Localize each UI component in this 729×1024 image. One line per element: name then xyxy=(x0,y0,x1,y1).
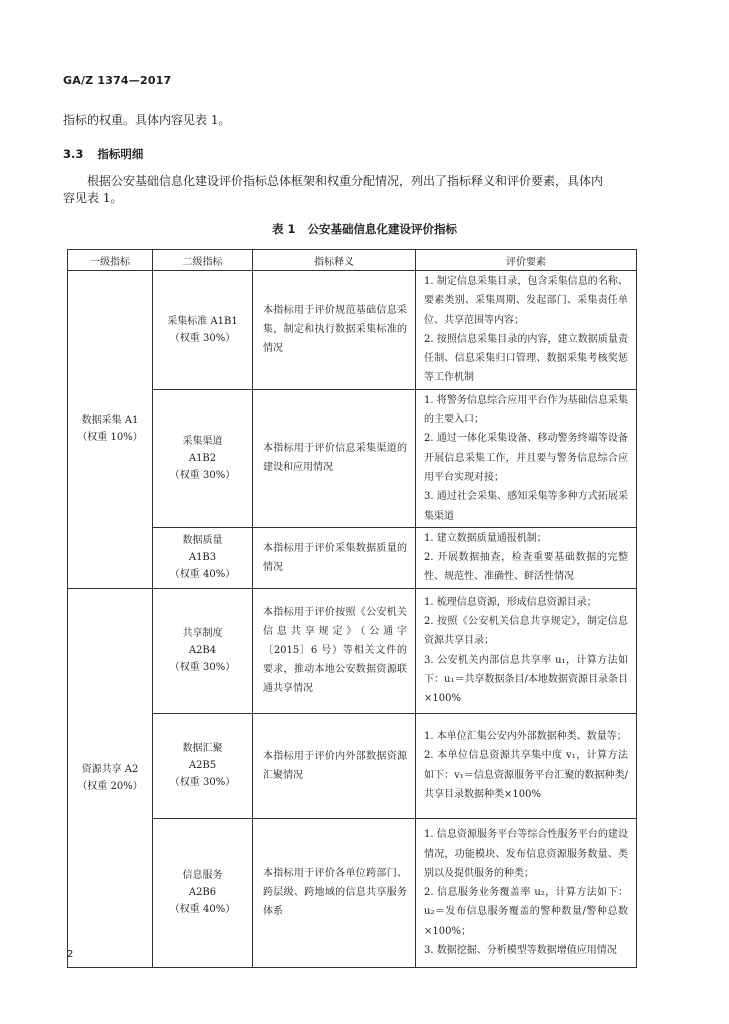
table-caption xyxy=(0,221,729,237)
requirement-item: 1. 将警务信息综合应用平台作为基础信息采集的主要入口； xyxy=(424,394,628,426)
level2-code: A2B4 xyxy=(188,645,217,657)
requirement-item: 1. 信息资源服务平台等综合性服务平台的建设情况，功能模块、发布信息资源服务数量、类别以及提供服务的种类； xyxy=(424,829,628,879)
level2-weight: （权重 30%） xyxy=(169,469,236,481)
table-row xyxy=(68,818,637,967)
continued-text: 指标的权重。具体内容见表 1。 xyxy=(63,113,231,127)
level1-weight: （权重 10%） xyxy=(77,432,143,444)
section-number: 3.3 xyxy=(63,147,84,161)
table-header-row xyxy=(68,250,637,271)
requirements-cell xyxy=(416,271,637,390)
table-row xyxy=(68,713,637,818)
level2-code: A2B5 xyxy=(188,760,217,772)
level2-name: 数据质量 xyxy=(182,535,223,547)
level2-cell xyxy=(153,271,253,390)
requirement-item: 1. 建立数据质量通报机制； xyxy=(424,532,547,544)
definition-cell: 本指标用于评价按照《公安机关信息共享规定》（公通字〔2015〕6 号）等相关文件的要求，推动本地公安数据资源联通共享情况 xyxy=(253,588,416,713)
requirement-item: 2. 信息服务业务覆盖率 u₂，计算方法如下：u₂＝发布信息服务覆盖的警种数量/警种总数×100%； xyxy=(424,887,628,937)
indicator-table xyxy=(67,249,637,968)
level2-name: 共享制度 xyxy=(182,628,223,640)
level2-code: A1B2 xyxy=(188,452,217,464)
requirement-item: 2. 按照信息采集目录的内容，建立数据质量责任制、信息采集归口管理、数据采集考核奖惩等工作机制 xyxy=(424,333,628,384)
requirement-item: 2. 开展数据抽查，检查重要基础数据的完整性、规范性、准确性、鲜活性情况 xyxy=(424,552,628,583)
level2-cell xyxy=(153,818,253,967)
level2-weight: （权重 40%） xyxy=(169,569,236,581)
level2-weight: （权重 40%） xyxy=(169,904,236,916)
definition-cell: 本指标用于评价各单位跨部门、跨层级、跨地域的信息共享服务体系 xyxy=(253,818,416,967)
requirement-item: 1. 本单位汇集公安内外部数据种类、数量等； xyxy=(424,731,627,743)
level1-name: 数据采集 A1 xyxy=(81,415,139,427)
table-row xyxy=(68,271,637,390)
requirements-cell xyxy=(416,713,637,818)
level2-name: 采集渠道 xyxy=(182,435,223,447)
definition-cell: 本指标用于评价内外部数据资源汇聚情况 xyxy=(253,713,416,818)
definition-cell: 本指标用于评价采集数据质量的情况 xyxy=(253,527,416,588)
header-level1: 一级指标 xyxy=(68,250,153,271)
table-caption-title: 公安基础信息化建设评价指标 xyxy=(307,222,457,236)
page-number: 2 xyxy=(67,949,74,960)
level1-cell xyxy=(68,271,153,589)
paragraph-line-1: 根据公安基础信息化建设评价指标总体框架和权重分配情况，列出了指标释义和评价要素，具体内 xyxy=(87,174,604,188)
table-caption-number: 表 1 xyxy=(271,222,296,236)
level1-name: 资源共享 A2 xyxy=(81,763,139,775)
requirements-cell xyxy=(416,588,637,713)
header-definition: 指标释义 xyxy=(253,250,416,271)
requirement-item: 2. 按照《公安机关信息共享规定》，制定信息资源共享目录； xyxy=(424,616,628,647)
standard-code: GA/Z 1374—2017 xyxy=(63,74,172,87)
header-level2: 二级指标 xyxy=(153,250,253,271)
requirement-item: 2. 本单位信息资源共享集中度 v₁，计算方法如下：v₁＝信息资源服务平台汇聚的数据种类/共享目录数据种类×100% xyxy=(424,750,628,801)
paragraph-line-2: 容见表 1。 xyxy=(63,191,123,205)
table-row xyxy=(68,389,637,527)
level1-cell xyxy=(68,588,153,967)
level2-name: 信息服务 xyxy=(182,870,223,882)
requirements-cell xyxy=(416,818,637,967)
header-requirements: 评价要素 xyxy=(416,250,637,271)
requirement-item: 1. 制定信息采集目录，包含采集信息的名称、要素类别、采集周期、发起部门、采集责任单位、共享范围等内容； xyxy=(424,276,628,326)
level2-cell xyxy=(153,389,253,527)
requirements-cell xyxy=(416,389,637,527)
section-heading xyxy=(63,146,143,162)
requirements-cell xyxy=(416,527,637,588)
definition-cell: 本指标用于评价规范基础信息采集，制定和执行数据采集标准的情况 xyxy=(253,271,416,390)
requirement-item: 2. 通过一体化采集设备、移动警务终端等设备开展信息采集工作，并且要与警务信息综合应用平台实现对接； xyxy=(424,433,628,483)
level2-weight: （权重 30%） xyxy=(169,777,236,789)
section-title: 指标明细 xyxy=(97,147,144,161)
table-row xyxy=(68,527,637,588)
table-row xyxy=(68,588,637,713)
level2-code: A1B3 xyxy=(188,552,217,564)
level2-code: A2B6 xyxy=(188,887,217,899)
level2-cell xyxy=(153,527,253,588)
level2-name: 采集标准 A1B1 xyxy=(167,315,238,327)
requirement-item: 3. 数据挖掘、分析模型等数据增值应用情况 xyxy=(424,944,617,956)
requirement-item: 1. 梳理信息资源，形成信息资源目录； xyxy=(424,596,597,608)
requirement-item: 3. 公安机关内部信息共享率 u₁，计算方法如下：u₁＝共享数据条目/本地数据资源目录条目×100% xyxy=(424,654,628,705)
level2-cell xyxy=(153,713,253,818)
level1-weight: （权重 20%） xyxy=(77,780,143,792)
level2-name: 数据汇聚 xyxy=(182,743,223,755)
level2-weight: （权重 30%） xyxy=(169,332,236,344)
definition-cell: 本指标用于评价信息采集渠道的建设和应用情况 xyxy=(253,389,416,527)
requirement-item: 3. 通过社会采集、感知采集等多种方式拓展采集渠道 xyxy=(424,491,628,522)
level2-weight: （权重 30%） xyxy=(169,662,236,674)
level2-cell xyxy=(153,588,253,713)
